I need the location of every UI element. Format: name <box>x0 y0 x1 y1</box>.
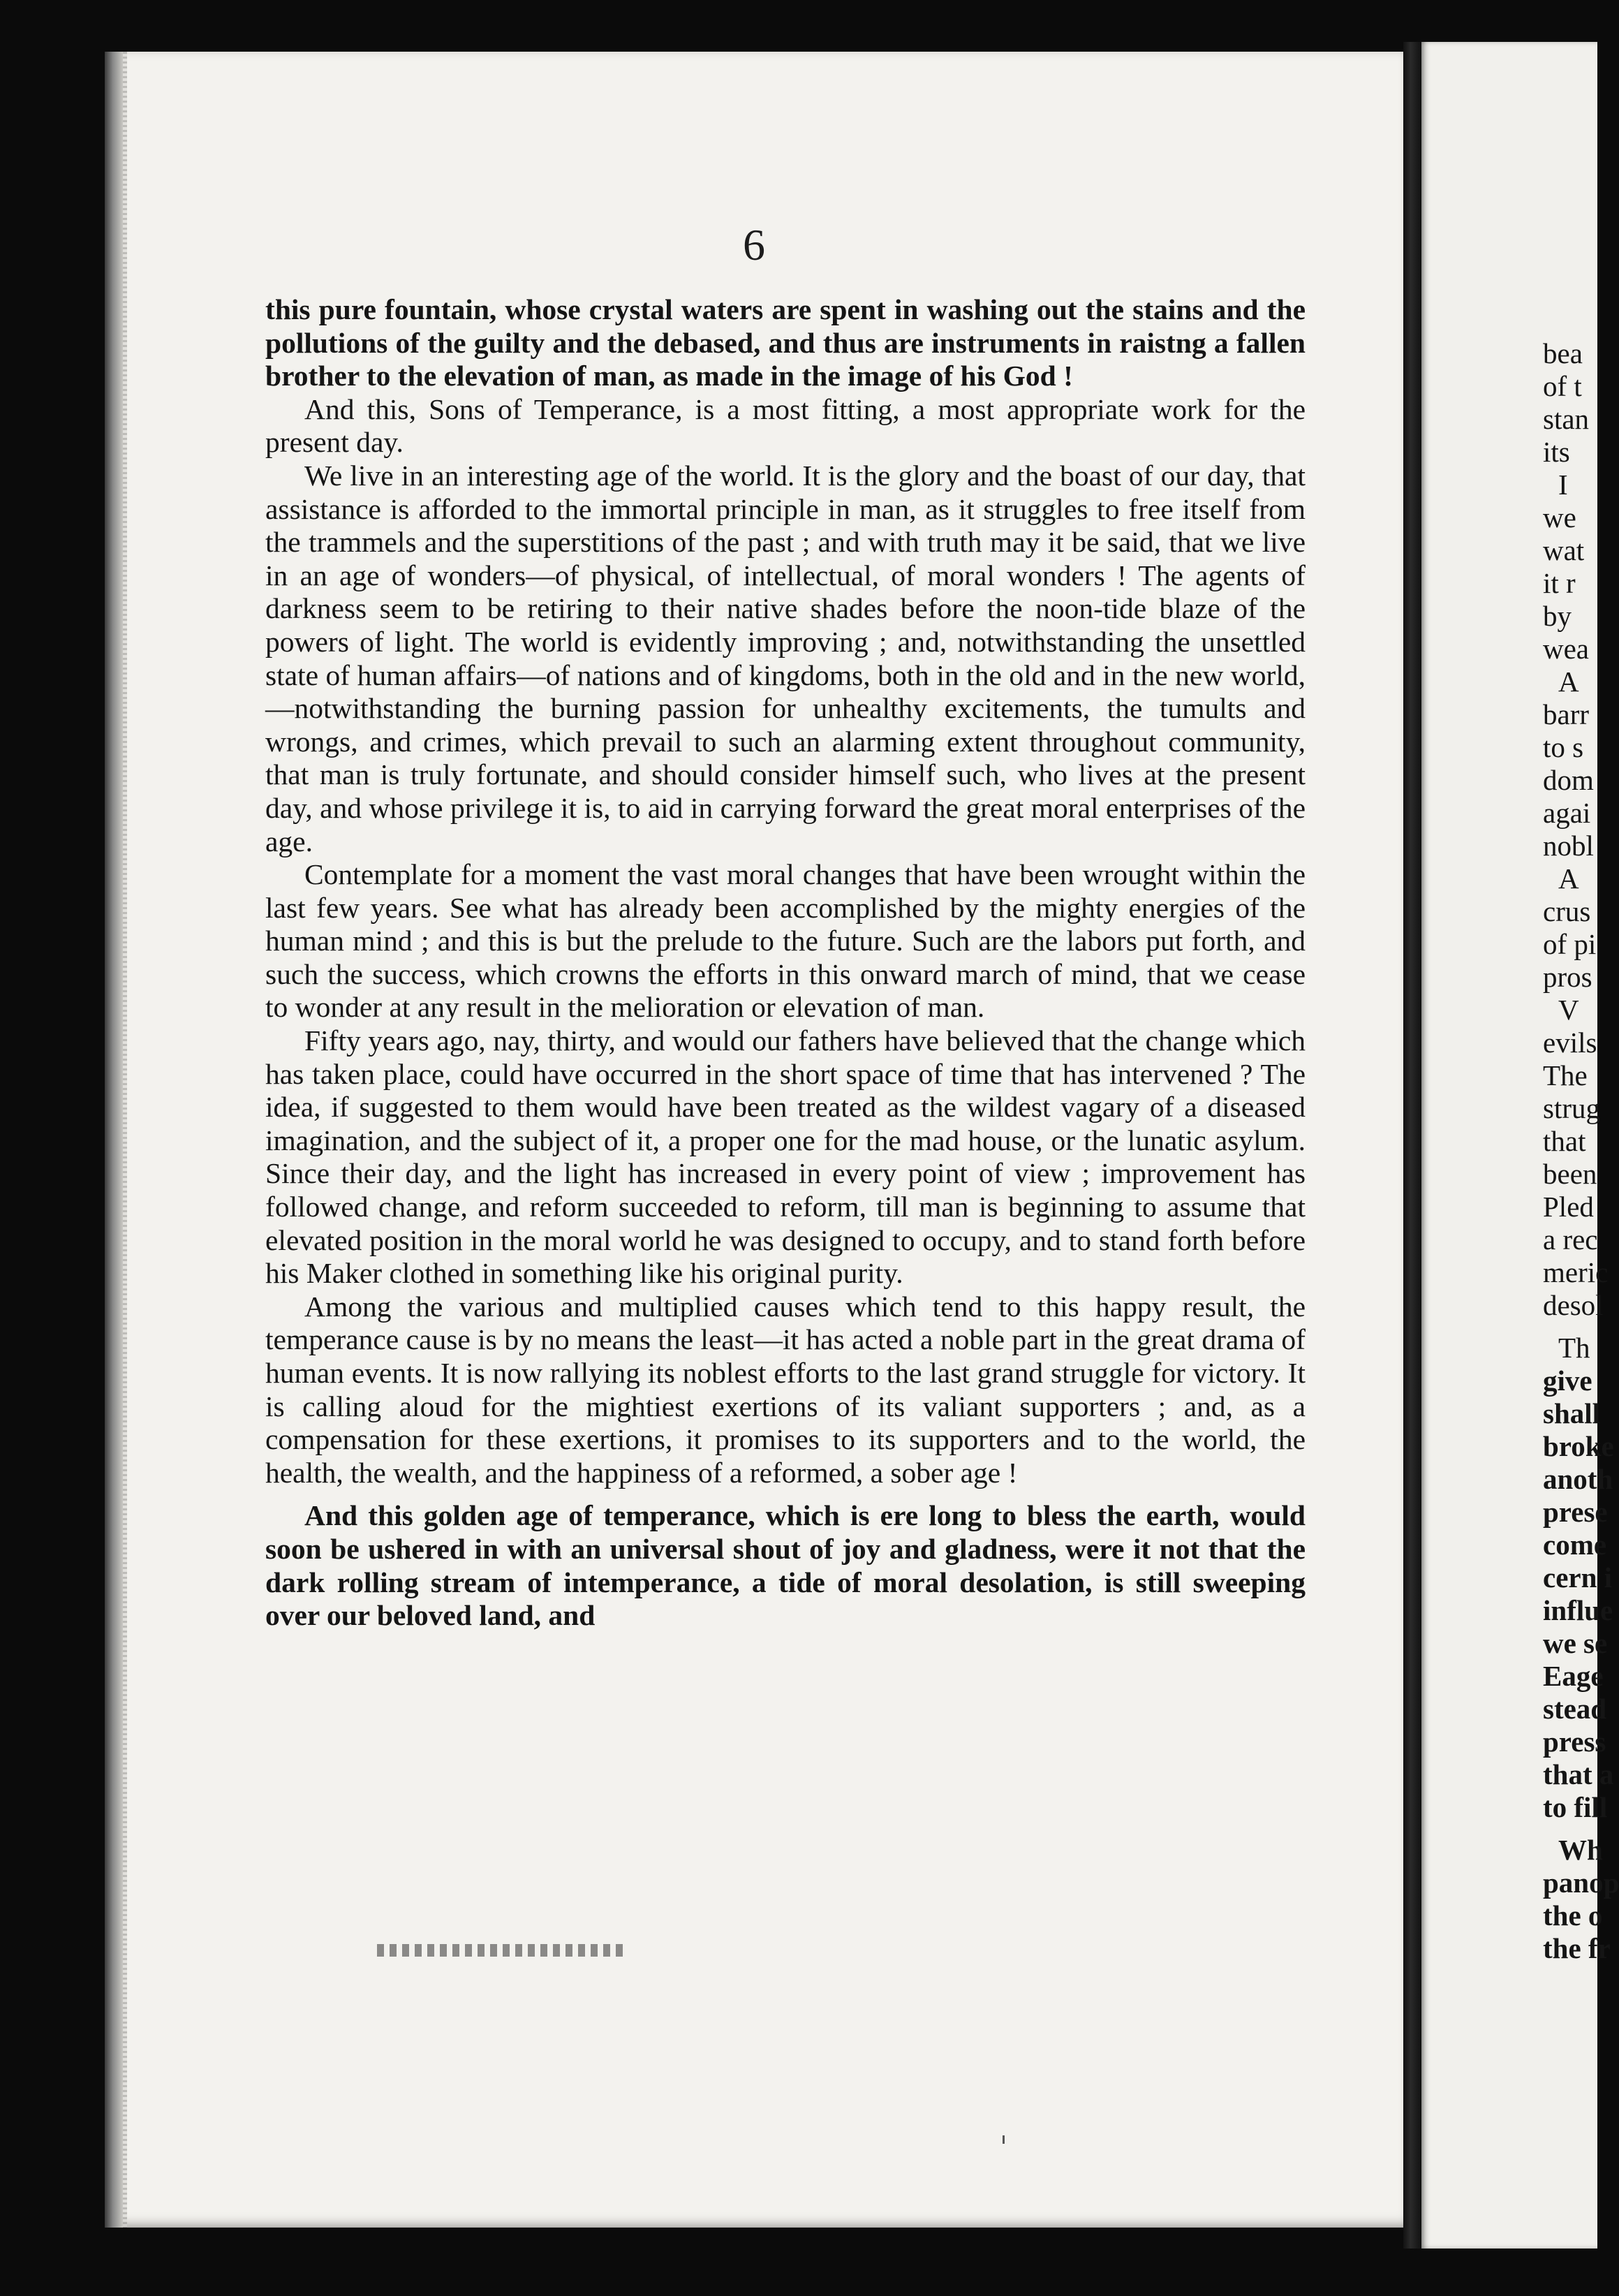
right-fragment: panop <box>1543 1867 1619 1899</box>
right-fragment: the fr <box>1543 1932 1611 1964</box>
right-fragment: bea <box>1543 337 1583 369</box>
right-fragment: been <box>1543 1158 1597 1190</box>
right-fragment: wat <box>1543 534 1585 566</box>
right-fragment: shall <box>1543 1397 1601 1429</box>
right-fragment: stan <box>1543 403 1590 435</box>
right-fragment: come <box>1543 1529 1607 1561</box>
right-fragment: that a <box>1543 1758 1614 1790</box>
right-fragment: crus <box>1543 895 1591 927</box>
right-fragment: meric <box>1543 1256 1609 1288</box>
paragraph-1: this pure fountain, whose crystal waters are spent in washing out the stains and the pollutions of the guilty and the debased, and thus are instruments in raistng a fallen brother to the elevation of man, as made in the image of his God ! <box>265 293 1306 392</box>
right-fragment: agai <box>1543 797 1591 829</box>
right-fragment: Pled <box>1543 1191 1594 1223</box>
right-fragment: V <box>1558 994 1579 1026</box>
right-fragment: influe <box>1543 1594 1613 1626</box>
right-fragment: desol <box>1543 1289 1604 1321</box>
right-fragment: we <box>1543 501 1576 533</box>
right-fragment: the o <box>1543 1899 1603 1931</box>
right-fragment: to fill <box>1543 1791 1608 1823</box>
right-fragment: A <box>1558 862 1579 895</box>
paragraph-7: And this golden age of temperance, which is ere long to bless the earth, would soon be ushered in with an universal shout of joy and gladness, were it not that the dark rolling stream of intemperance, a tide of moral desolation, is still sweeping over our beloved land, and <box>265 1499 1306 1632</box>
paragraph-3: We live in an interesting age of the world. It is the glory and the boast of our day, that assistance is afforded to the immortal principle in man, as it struggles to free itself from the trammels and the superstitions of the past ; and with truth may it be said, that we live in an age of wonders—of physical, of intellectual, of moral wonders ! The agents of darkness seem to be retiring to their native shades before the noon-tide blaze of the powers of light. The world is evidently improving ; and, notwithstanding the unsettled state of human affairs—of nations and of kingdoms, both in the old and in the new world,—notwithstanding the burning passion for unhealthy excitements, the tumults and wrongs, and crimes, which prevail to such an alarming extent throughout community, that man is truly fortunate, and should consider himself such, who lives at the present day, and whose privilege it is, to aid in carrying forward the great moral enterprises of the age. <box>265 459 1306 858</box>
right-fragment: A <box>1558 665 1579 698</box>
right-fragment: it r <box>1543 567 1576 599</box>
right-fragment: we se <box>1543 1627 1608 1659</box>
right-fragment: by <box>1543 600 1572 632</box>
print-speck <box>1003 2135 1005 2144</box>
right-fragment: evils <box>1543 1026 1597 1059</box>
paragraph-4: Contemplate for a moment the vast moral changes that have been wrought within the last few years. See what has already been accomplished by the mighty energies of the human mind ; and this is but the prelude to the future. Such are the labors put forth, and such the success, which crowns the efforts in this onward march of mind, that we cease to wonder at any result in the melioration or elevation of man. <box>265 858 1306 1024</box>
right-fragment: dom <box>1543 764 1594 796</box>
paragraph-2: And this, Sons of Temperance, is a most fitting, a most appropriate work for the present day. <box>265 392 1306 459</box>
right-fragment: Wh <box>1558 1834 1603 1866</box>
right-fragment: a rec <box>1543 1223 1598 1256</box>
right-fragment: barr <box>1543 698 1590 730</box>
right-fragment: press <box>1543 1725 1606 1758</box>
right-fragment: of pi <box>1543 928 1597 960</box>
right-fragment: Th <box>1558 1332 1590 1364</box>
right-fragment: Eage <box>1543 1660 1604 1692</box>
page-number: 6 <box>743 220 765 270</box>
right-fragment: of t <box>1543 370 1582 402</box>
right-fragment: give <box>1543 1364 1592 1397</box>
ink-smudge <box>377 1944 628 1957</box>
right-fragment: to s <box>1543 731 1584 763</box>
right-fragment: broke <box>1543 1430 1614 1462</box>
right-fragment: cern i <box>1543 1561 1613 1594</box>
paragraph-6: Among the various and multiplied causes which tend to this happy result, the temperance cause is by no means the least—it has acted a noble part in the great drama of human events. It is now rallying its noblest efforts to the last grand struggle for victory. It is calling aloud for the mightiest exertions of its valiant supporters ; and, as a compensation for these exertions, it promises to its supporters and to the world, the health, the wealth, and the happiness of a reformed, a sober age ! <box>265 1290 1306 1489</box>
right-fragment: pros <box>1543 961 1592 993</box>
right-fragment: The <box>1543 1059 1588 1091</box>
right-fragment: nobl <box>1543 830 1594 862</box>
right-fragment: its <box>1543 436 1570 468</box>
book-gutter <box>1403 42 1421 2249</box>
right-fragment: strug <box>1543 1092 1600 1124</box>
paragraph-5: Fifty years ago, nay, thirty, and would our fathers have believed that the change which has taken place, could have occurred in the short space of time that has intervened ? The idea, if suggested to them would have been treated as the wildest vagary of a diseased imagination, and the subject of it, a proper one for the mad house, or the lunatic asylum. Since their day, and the light has increased in every point of view ; improvement has followed change, and reform succeeded to reform, till man is beginning to assume that elevated position in the moral world he was designed to occupy, and to stand forth before his Maker clothed in something like his original purity. <box>265 1024 1306 1290</box>
right-fragment: I <box>1558 469 1568 501</box>
right-fragment: wea <box>1543 633 1590 665</box>
right-fragment: that <box>1543 1125 1586 1157</box>
right-fragment: prese <box>1543 1496 1608 1528</box>
right-fragment: anoth <box>1543 1463 1613 1495</box>
page-body-text <box>265 293 1306 1633</box>
right-fragment: stead <box>1543 1693 1607 1725</box>
